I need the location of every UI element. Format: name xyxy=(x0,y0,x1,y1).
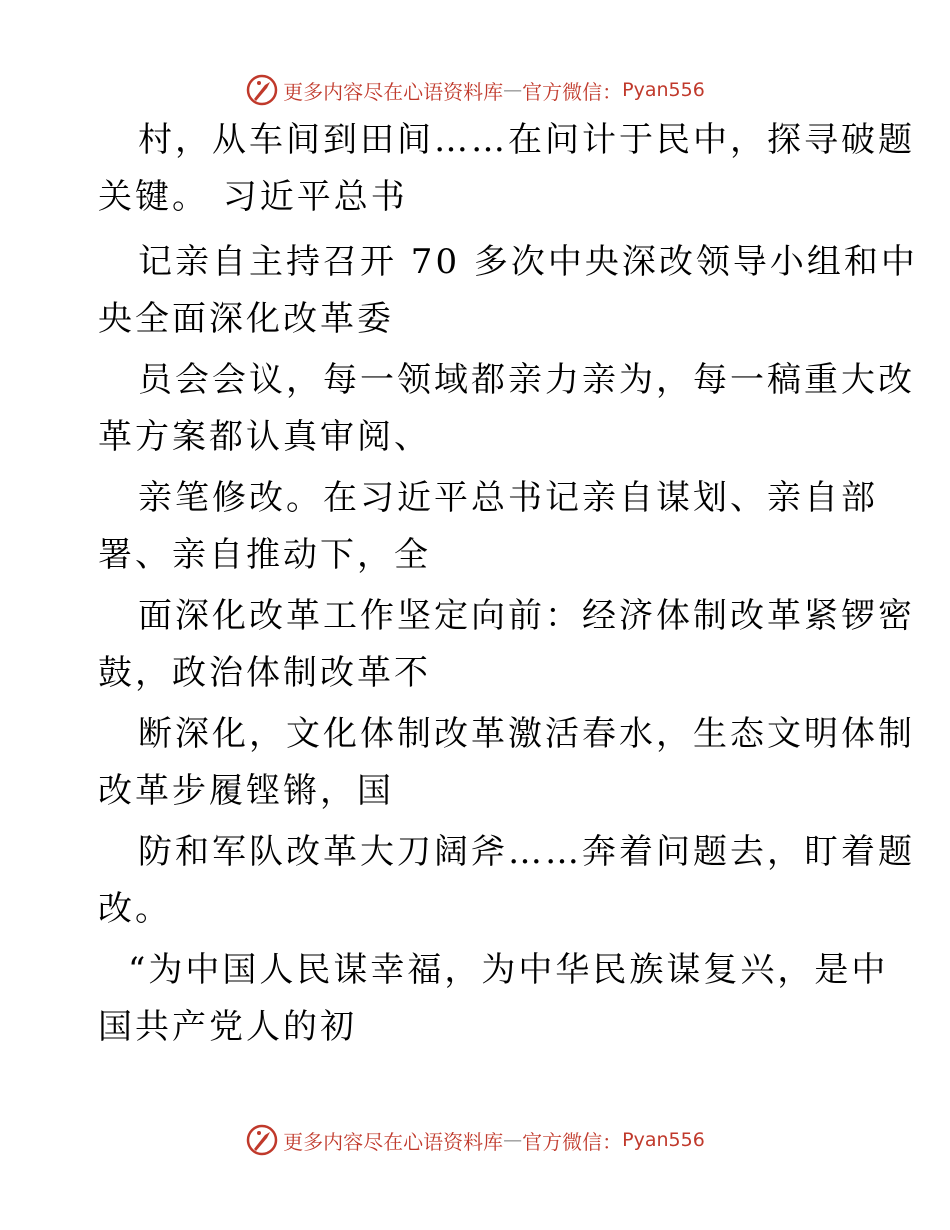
footer-dash: — xyxy=(503,1129,523,1151)
text-line: 央全面深化改革委 xyxy=(98,299,394,339)
header-wechat-label: 官方微信： xyxy=(522,79,623,104)
footer-wechat-label: 官方微信： xyxy=(522,1129,623,1154)
header-text: 更多内容尽在心语资料库 xyxy=(283,79,504,104)
footer-watermark xyxy=(0,1122,950,1158)
text-line: 面深化改革工作坚定向前：经济体制改革紧锣密 xyxy=(138,596,915,636)
header-watermark xyxy=(0,72,950,108)
text-line: 改。 xyxy=(98,889,172,929)
text-line: 断深化，文化体制改革激活春水，生态文明体制 xyxy=(138,714,915,754)
text-line: 国共产党人的初 xyxy=(98,1007,357,1047)
text-line: 改革步履铿锵，国 xyxy=(98,771,394,811)
text-line: 亲笔修改。在习近平总书记亲自谋划、亲自部 xyxy=(138,478,878,518)
text-line: “为中国人民谋幸福，为中华民族谋复兴，是中 xyxy=(128,950,889,990)
footer-wechat-id: Pyan556 xyxy=(622,1129,705,1151)
pen-nib-logo-icon xyxy=(245,1123,279,1157)
text-line: 村，从车间到田间……在问计于民中，探寻破题 xyxy=(138,120,915,160)
text-line: 防和军队改革大刀阔斧……奔着问题去，盯着题 xyxy=(138,832,915,872)
text-line: 革方案都认真审阅、 xyxy=(98,417,431,457)
text-line: 鼓，政治体制改革不 xyxy=(98,653,431,693)
text-line: 记亲自主持召开 70 多次中央深改领导小组和中 xyxy=(138,242,918,282)
text-line: 员会会议，每一领域都亲力亲为，每一稿重大改 xyxy=(138,360,915,400)
pen-nib-logo-icon xyxy=(245,73,279,107)
text-line: 关键。 习近平总书 xyxy=(98,177,408,217)
footer-text: 更多内容尽在心语资料库 xyxy=(283,1129,504,1154)
header-dash: — xyxy=(503,79,523,101)
header-wechat-id: Pyan556 xyxy=(622,79,705,101)
text-line: 署、亲自推动下，全 xyxy=(98,535,431,575)
